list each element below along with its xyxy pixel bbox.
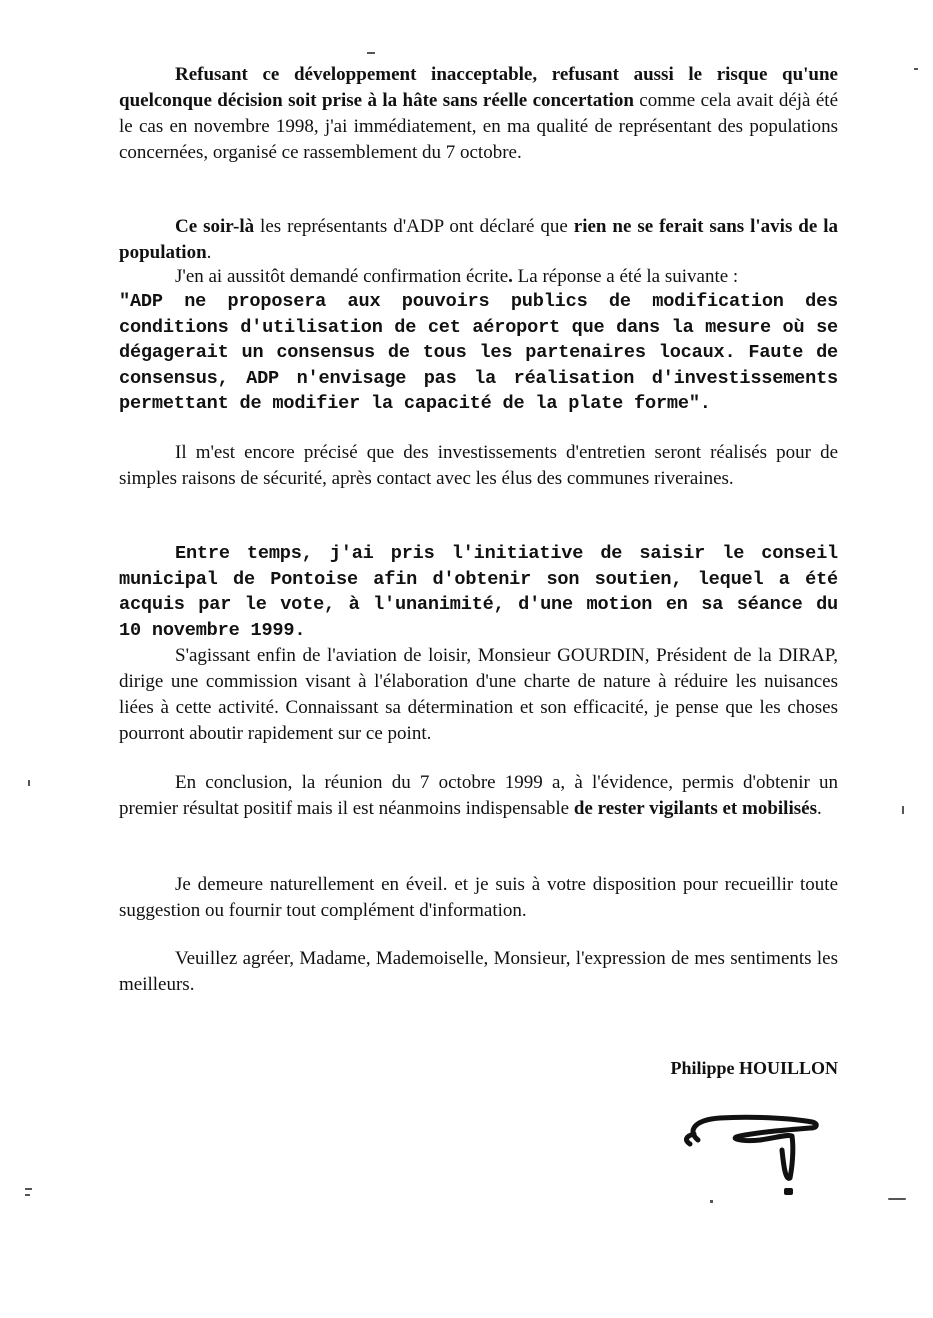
- population-bold-text: rien ne se ferait sans l'avis de la population: [119, 216, 839, 263]
- scan-speck: [25, 1188, 32, 1190]
- paragraph-closing: Veuillez agréer, Madame, Mademoiselle, Monsieur, l'expression de mes sentiments les meilleurs.: [119, 948, 838, 995]
- handwritten-signature: [680, 1110, 830, 1210]
- scan-speck: [28, 780, 30, 786]
- paragraph-refusal: [119, 62, 838, 166]
- paragraph-evening: [119, 214, 838, 266]
- refusal-bold-text: Refusant ce développement inacceptable, refusant aussi le risque qu'une quelconque décision soit prise à la hâte sans réelle concertation: [119, 64, 838, 111]
- refusal-text: comme cela avait déjà été le cas en novembre 1998, j'ai immédiatement, en ma qualité de représentant des populations concernées, organisé ce rassemblement du 7 octobre.: [119, 90, 838, 163]
- paragraph-leisure-aviation: S'agissant enfin de l'aviation de loisir, Monsieur GOURDIN, Président de la DIRAP, dirige une commission visant à l'élaboration d'une charte de nature à réduire les nuisances liées à cette activité. Connaissant sa détermination et son efficacité, je pense que les choses pourront aboutir rapidement sur ce point.: [119, 645, 838, 744]
- scan-speck: [710, 1200, 713, 1203]
- paragraph-confirmation: [119, 264, 838, 290]
- signatory-name: Philippe HOUILLON: [670, 1058, 838, 1078]
- scan-speck: [902, 806, 904, 814]
- adp-quote: "ADP ne proposera aux pouvoirs publics de modification des conditions d'utilisation de cet aéroport que dans la mesure où se dégagerait un consensus de tous les partenaires locaux. Faute de consensus, ADP n'envisage pas la réalisation d'investissements permettant de modifier la capacité de la plate forme".: [119, 291, 838, 415]
- evening-text: les représentants d'ADP ont déclaré que: [254, 216, 574, 237]
- confirmation-period: .: [508, 266, 513, 287]
- evening-end: .: [206, 242, 212, 263]
- evening-bold-text: Ce soir-là: [175, 216, 255, 237]
- conclusion-text: En conclusion, la réunion du 7 octobre 1999 a, à l'évidence, permis d'obtenir un premier résultat positif mais il est néanmoins indispensable: [119, 772, 838, 819]
- paragraph-council: Entre temps, j'ai pris l'initiative de saisir le conseil municipal de Pontoise afin d'obtenir son soutien, lequel a été acquis par le vote, à l'unanimité, d'une motion en sa séance du 10 novembre 1999.: [119, 543, 838, 641]
- confirmation-text-end: La réponse a été la suivante :: [512, 266, 739, 287]
- scan-speck: [914, 68, 918, 70]
- conclusion-end: .: [816, 798, 822, 819]
- scan-speck: [367, 52, 375, 54]
- paragraph-availability: Je demeure naturellement en éveil. et je suis à votre disposition pour recueillir toute suggestion ou fournir tout complément d'information.: [119, 874, 838, 921]
- paragraph-conclusion: [119, 770, 838, 822]
- paragraph-maintenance: Il m'est encore précisé que des investissements d'entretien seront réalisés pour de simples raisons de sécurité, après contact avec les élus des communes riveraines.: [119, 442, 838, 489]
- scan-speck: [888, 1198, 906, 1200]
- conclusion-bold-text: de rester vigilants et mobilisés: [573, 798, 817, 819]
- scan-speck: [25, 1194, 30, 1196]
- confirmation-text: J'en ai aussitôt demandé confirmation écrite: [175, 266, 509, 287]
